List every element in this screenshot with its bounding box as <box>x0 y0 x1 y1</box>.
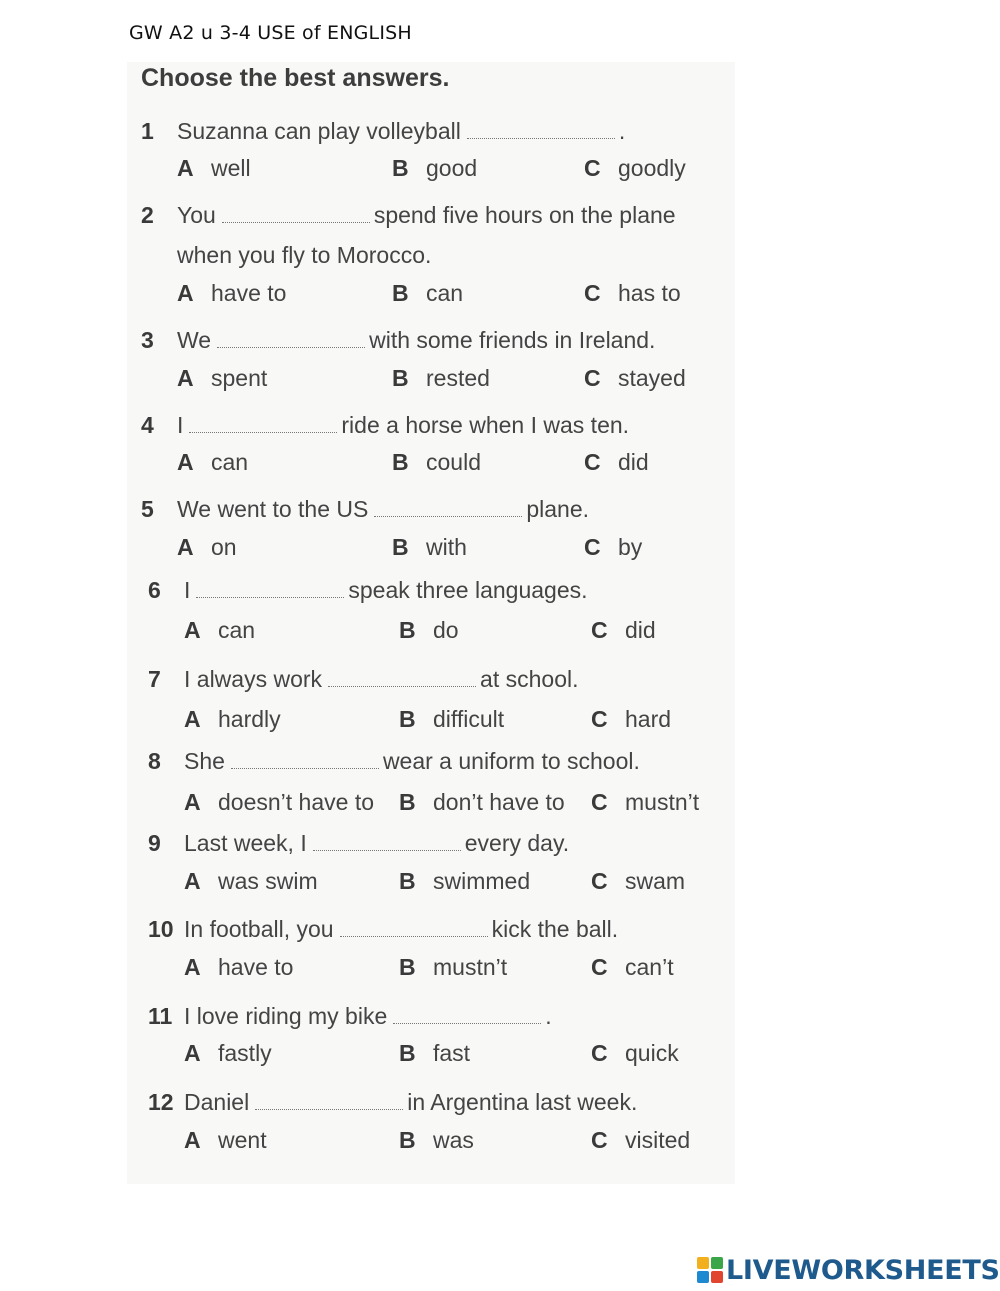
option-letter: B <box>399 954 416 980</box>
question-stem <box>184 666 579 693</box>
option-letter: B <box>392 365 409 391</box>
option-letter: B <box>399 1040 416 1066</box>
question-text-after: with some friends in Ireland. <box>369 327 656 353</box>
answer-option-c[interactable] <box>591 1040 679 1067</box>
option-text: goodly <box>618 155 686 181</box>
question-number: 11 <box>148 1003 173 1029</box>
liveworksheets-logo-text: LIVEWORKSHEETS <box>726 1254 1000 1286</box>
answer-option-b[interactable] <box>399 868 530 895</box>
option-text: was swim <box>218 868 318 894</box>
answer-blank[interactable] <box>393 1009 541 1024</box>
option-letter: C <box>584 155 601 181</box>
answer-blank[interactable] <box>196 583 344 598</box>
option-text: can <box>426 280 464 306</box>
worksheet-header-title: GW A2 u 3-4 USE of ENGLISH <box>129 22 412 44</box>
answer-option-a[interactable] <box>184 1127 267 1154</box>
question-number: 12 <box>148 1089 174 1115</box>
question-text-after: wear a uniform to school. <box>382 748 640 774</box>
option-text: went <box>218 1127 267 1153</box>
answer-option-a[interactable] <box>184 868 318 895</box>
logo-square-yellow <box>697 1257 709 1269</box>
option-letter: C <box>591 789 608 815</box>
option-letter: C <box>591 1127 608 1153</box>
option-text: swam <box>625 868 686 894</box>
option-letter: C <box>591 706 608 732</box>
question-text-before: In football, you <box>184 916 334 942</box>
question-number: 6 <box>148 577 161 603</box>
answer-blank[interactable] <box>340 922 488 937</box>
option-letter: A <box>184 789 201 815</box>
option-text: hard <box>625 706 672 732</box>
answer-option-a[interactable] <box>177 534 237 561</box>
question-stem <box>184 748 640 775</box>
question-text-before: I love riding my bike <box>184 1003 388 1029</box>
question-text-after: . <box>545 1003 552 1029</box>
option-letter: C <box>591 617 608 643</box>
logo-square-red <box>711 1271 723 1283</box>
question-text-after: in Argentina last week. <box>407 1089 638 1115</box>
question-text-line2: when you fly to Morocco. <box>177 242 432 268</box>
option-letter: C <box>591 868 608 894</box>
question-text-after: ride a horse when I was ten. <box>341 412 630 438</box>
answer-option-a[interactable] <box>184 706 281 733</box>
option-letter: B <box>392 155 409 181</box>
option-letter: B <box>399 706 416 732</box>
liveworksheets-logo[interactable] <box>697 1253 1000 1287</box>
option-letter: B <box>392 280 409 306</box>
answer-option-a[interactable] <box>184 954 293 981</box>
option-letter: C <box>584 534 601 560</box>
question-number: 4 <box>141 412 154 438</box>
option-letter: A <box>177 155 194 181</box>
question-text-before: Suzanna can play volleyball <box>177 118 461 144</box>
question-number: 10 <box>148 916 174 942</box>
answer-option-c[interactable] <box>584 280 681 307</box>
question-text-after: kick the ball. <box>491 916 619 942</box>
option-text: have to <box>211 280 287 306</box>
option-text: do <box>433 617 459 643</box>
option-letter: C <box>584 280 601 306</box>
option-letter: A <box>177 449 194 475</box>
option-letter: A <box>177 534 194 560</box>
question-text-before: We went to the US <box>177 496 369 522</box>
option-text: quick <box>625 1040 679 1066</box>
logo-square-green <box>711 1257 723 1269</box>
option-text: well <box>211 155 251 181</box>
answer-option-c[interactable] <box>584 534 642 561</box>
answer-blank[interactable] <box>313 836 461 851</box>
option-letter: C <box>584 365 601 391</box>
option-text: mustn’t <box>625 789 700 815</box>
option-text: stayed <box>618 365 686 391</box>
option-text: visited <box>625 1127 691 1153</box>
option-text: don’t have to <box>433 789 565 815</box>
option-text: did <box>625 617 656 643</box>
answer-option-b[interactable] <box>392 365 490 392</box>
question-text-after: . <box>618 118 626 144</box>
option-letter: B <box>399 789 416 815</box>
answer-option-b[interactable] <box>399 789 565 816</box>
answer-blank[interactable] <box>467 124 615 139</box>
option-text: doesn’t have to <box>218 789 375 815</box>
question-number: 1 <box>141 118 154 144</box>
question-text-before: You <box>177 202 216 228</box>
option-letter: B <box>399 1127 416 1153</box>
option-letter: A <box>184 954 201 980</box>
question-text-before: I <box>184 577 191 603</box>
option-text: with <box>426 534 467 560</box>
answer-option-c[interactable] <box>584 155 686 182</box>
question-number: 7 <box>148 666 161 692</box>
option-text: has to <box>618 280 681 306</box>
option-letter: C <box>584 449 601 475</box>
question-text-before: I <box>177 412 184 438</box>
answer-option-c[interactable] <box>591 954 674 981</box>
answer-option-c[interactable] <box>591 1127 690 1154</box>
option-text: can <box>218 617 256 643</box>
option-letter: B <box>399 617 416 643</box>
question-stem <box>177 202 676 229</box>
option-letter: A <box>184 706 201 732</box>
question-text-before: Last week, I <box>184 830 307 856</box>
question-text-before: Daniel <box>184 1089 250 1115</box>
question-number: 5 <box>141 496 154 522</box>
answer-option-a[interactable] <box>177 449 248 476</box>
answer-option-a[interactable] <box>184 789 374 816</box>
option-text: mustn’t <box>433 954 508 980</box>
option-letter: B <box>392 534 409 560</box>
option-letter: A <box>177 365 194 391</box>
answer-blank[interactable] <box>374 502 522 517</box>
answer-blank[interactable] <box>255 1095 403 1110</box>
question-number: 9 <box>148 830 161 856</box>
answer-option-a[interactable] <box>177 155 251 182</box>
option-letter: A <box>184 1127 201 1153</box>
option-letter: C <box>591 954 608 980</box>
question-text-after: speak three languages. <box>348 577 588 603</box>
question-stem <box>184 830 569 857</box>
option-letter: A <box>184 868 201 894</box>
answer-option-a[interactable] <box>184 617 255 644</box>
option-text: good <box>426 155 478 181</box>
option-text: by <box>618 534 643 560</box>
answer-blank[interactable] <box>231 754 379 769</box>
option-text: have to <box>218 954 294 980</box>
question-stem <box>184 577 588 604</box>
option-text: difficult <box>433 706 505 732</box>
answer-option-c[interactable] <box>591 617 656 644</box>
answer-blank[interactable] <box>217 333 365 348</box>
answer-option-b[interactable] <box>392 534 467 561</box>
question-text-after: at school. <box>480 666 579 692</box>
question-text-after: spend five hours on the plane <box>373 202 676 228</box>
liveworksheets-logo-icon <box>697 1257 723 1283</box>
option-letter: A <box>177 280 194 306</box>
question-text-before: She <box>184 748 225 774</box>
question-number: 8 <box>148 748 161 774</box>
option-letter: C <box>591 1040 608 1066</box>
answer-option-a[interactable] <box>177 280 286 307</box>
logo-square-blue <box>697 1271 709 1283</box>
answer-option-b[interactable] <box>399 1127 474 1154</box>
option-text: was <box>433 1127 474 1153</box>
option-text: can <box>211 449 249 475</box>
option-text: fast <box>433 1040 471 1066</box>
answer-option-b[interactable] <box>399 706 504 733</box>
question-number: 2 <box>141 202 154 228</box>
option-letter: A <box>184 1040 201 1066</box>
question-stem <box>177 118 625 145</box>
question-stem <box>177 327 655 354</box>
option-text: swimmed <box>433 868 531 894</box>
answer-option-b[interactable] <box>392 280 463 307</box>
option-text: did <box>618 449 649 475</box>
option-text: spent <box>211 365 268 391</box>
question-text-before: We <box>177 327 212 353</box>
question-stem <box>184 1003 552 1030</box>
answer-option-a[interactable] <box>177 365 267 392</box>
option-letter: B <box>392 449 409 475</box>
answer-option-b[interactable] <box>392 155 477 182</box>
answer-blank[interactable] <box>189 418 337 433</box>
worksheet-heading: Choose the best answers. <box>141 64 450 92</box>
answer-blank[interactable] <box>328 672 476 687</box>
option-text: can’t <box>625 954 674 980</box>
option-text: rested <box>426 365 490 391</box>
option-letter: A <box>184 617 201 643</box>
answer-option-a[interactable] <box>184 1040 272 1067</box>
answer-option-b[interactable] <box>399 954 507 981</box>
question-stem <box>184 1089 637 1116</box>
answer-blank[interactable] <box>222 208 370 223</box>
option-text: fastly <box>218 1040 272 1066</box>
answer-option-b[interactable] <box>392 449 481 476</box>
answer-option-c[interactable] <box>591 789 699 816</box>
answer-option-c[interactable] <box>591 868 685 895</box>
option-text: hardly <box>218 706 281 732</box>
answer-option-b[interactable] <box>399 617 459 644</box>
question-text-before: I always work <box>184 666 323 692</box>
question-stem <box>177 412 629 439</box>
answer-option-c[interactable] <box>584 449 649 476</box>
answer-option-b[interactable] <box>399 1040 470 1067</box>
option-text: could <box>426 449 481 475</box>
question-stem <box>177 496 589 523</box>
answer-option-c[interactable] <box>584 365 686 392</box>
answer-option-c[interactable] <box>591 706 671 733</box>
option-letter: B <box>399 868 416 894</box>
option-text: on <box>211 534 237 560</box>
question-text-after: plane. <box>526 496 590 522</box>
question-number: 3 <box>141 327 154 353</box>
question-stem <box>184 916 618 943</box>
question-text-after: every day. <box>464 830 570 856</box>
